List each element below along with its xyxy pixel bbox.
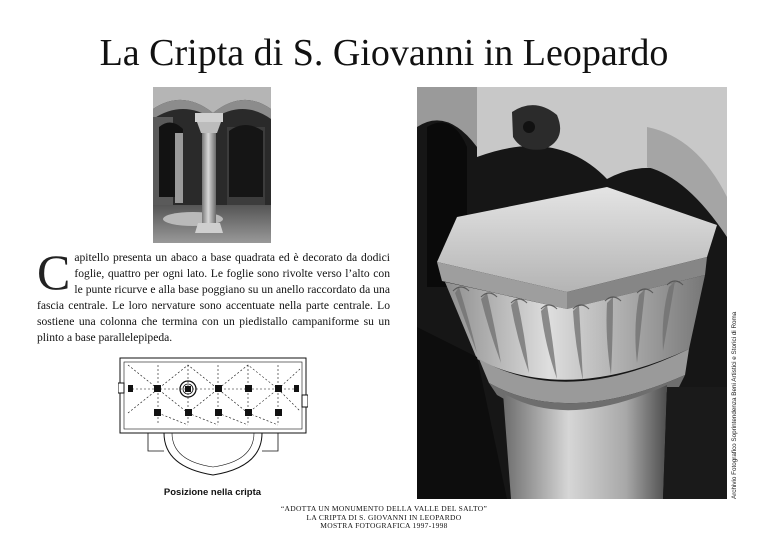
footer-line-2: LA CRIPTA DI S. GIOVANNI IN LEOPARDO — [306, 512, 462, 522]
description-text: apitello presenta un abaco a base quadrata ed è decorato da dodici foglie, quattro per ogni lato. Le foglie sono rivolte verso l’alto con le punte ricurve e alla base poggiano su un anello raccordato da una fascia centrale. Le loro nervature sono accentuate nella parte centrale. Lo sostiene una colonna che termina con un piedistallo campaniforme su un plinto a base parallelepipeda. — [37, 251, 390, 344]
description-paragraph — [37, 244, 390, 346]
plan-caption: Posizione nella cripta — [163, 487, 262, 498]
drop-cap: C — [37, 244, 71, 300]
footer — [0, 505, 768, 531]
capital-closeup-photo — [417, 87, 727, 499]
footer-line-1: “ADOTTA UN MONUMENTO DELLA VALLE DEL SALTO” — [280, 504, 488, 513]
crypt-floor-plan — [118, 355, 308, 485]
photo-credit: Archivio Fotografico Soprintendenza Beni Artistici e Storici di Roma — [731, 311, 738, 499]
crypt-interior-photo — [153, 87, 271, 243]
page-title: La Cripta di S. Giovanni in Leopardo — [99, 32, 669, 74]
footer-line-3: MOSTRA FOTOGRAFICA 1997-1998 — [320, 521, 448, 531]
